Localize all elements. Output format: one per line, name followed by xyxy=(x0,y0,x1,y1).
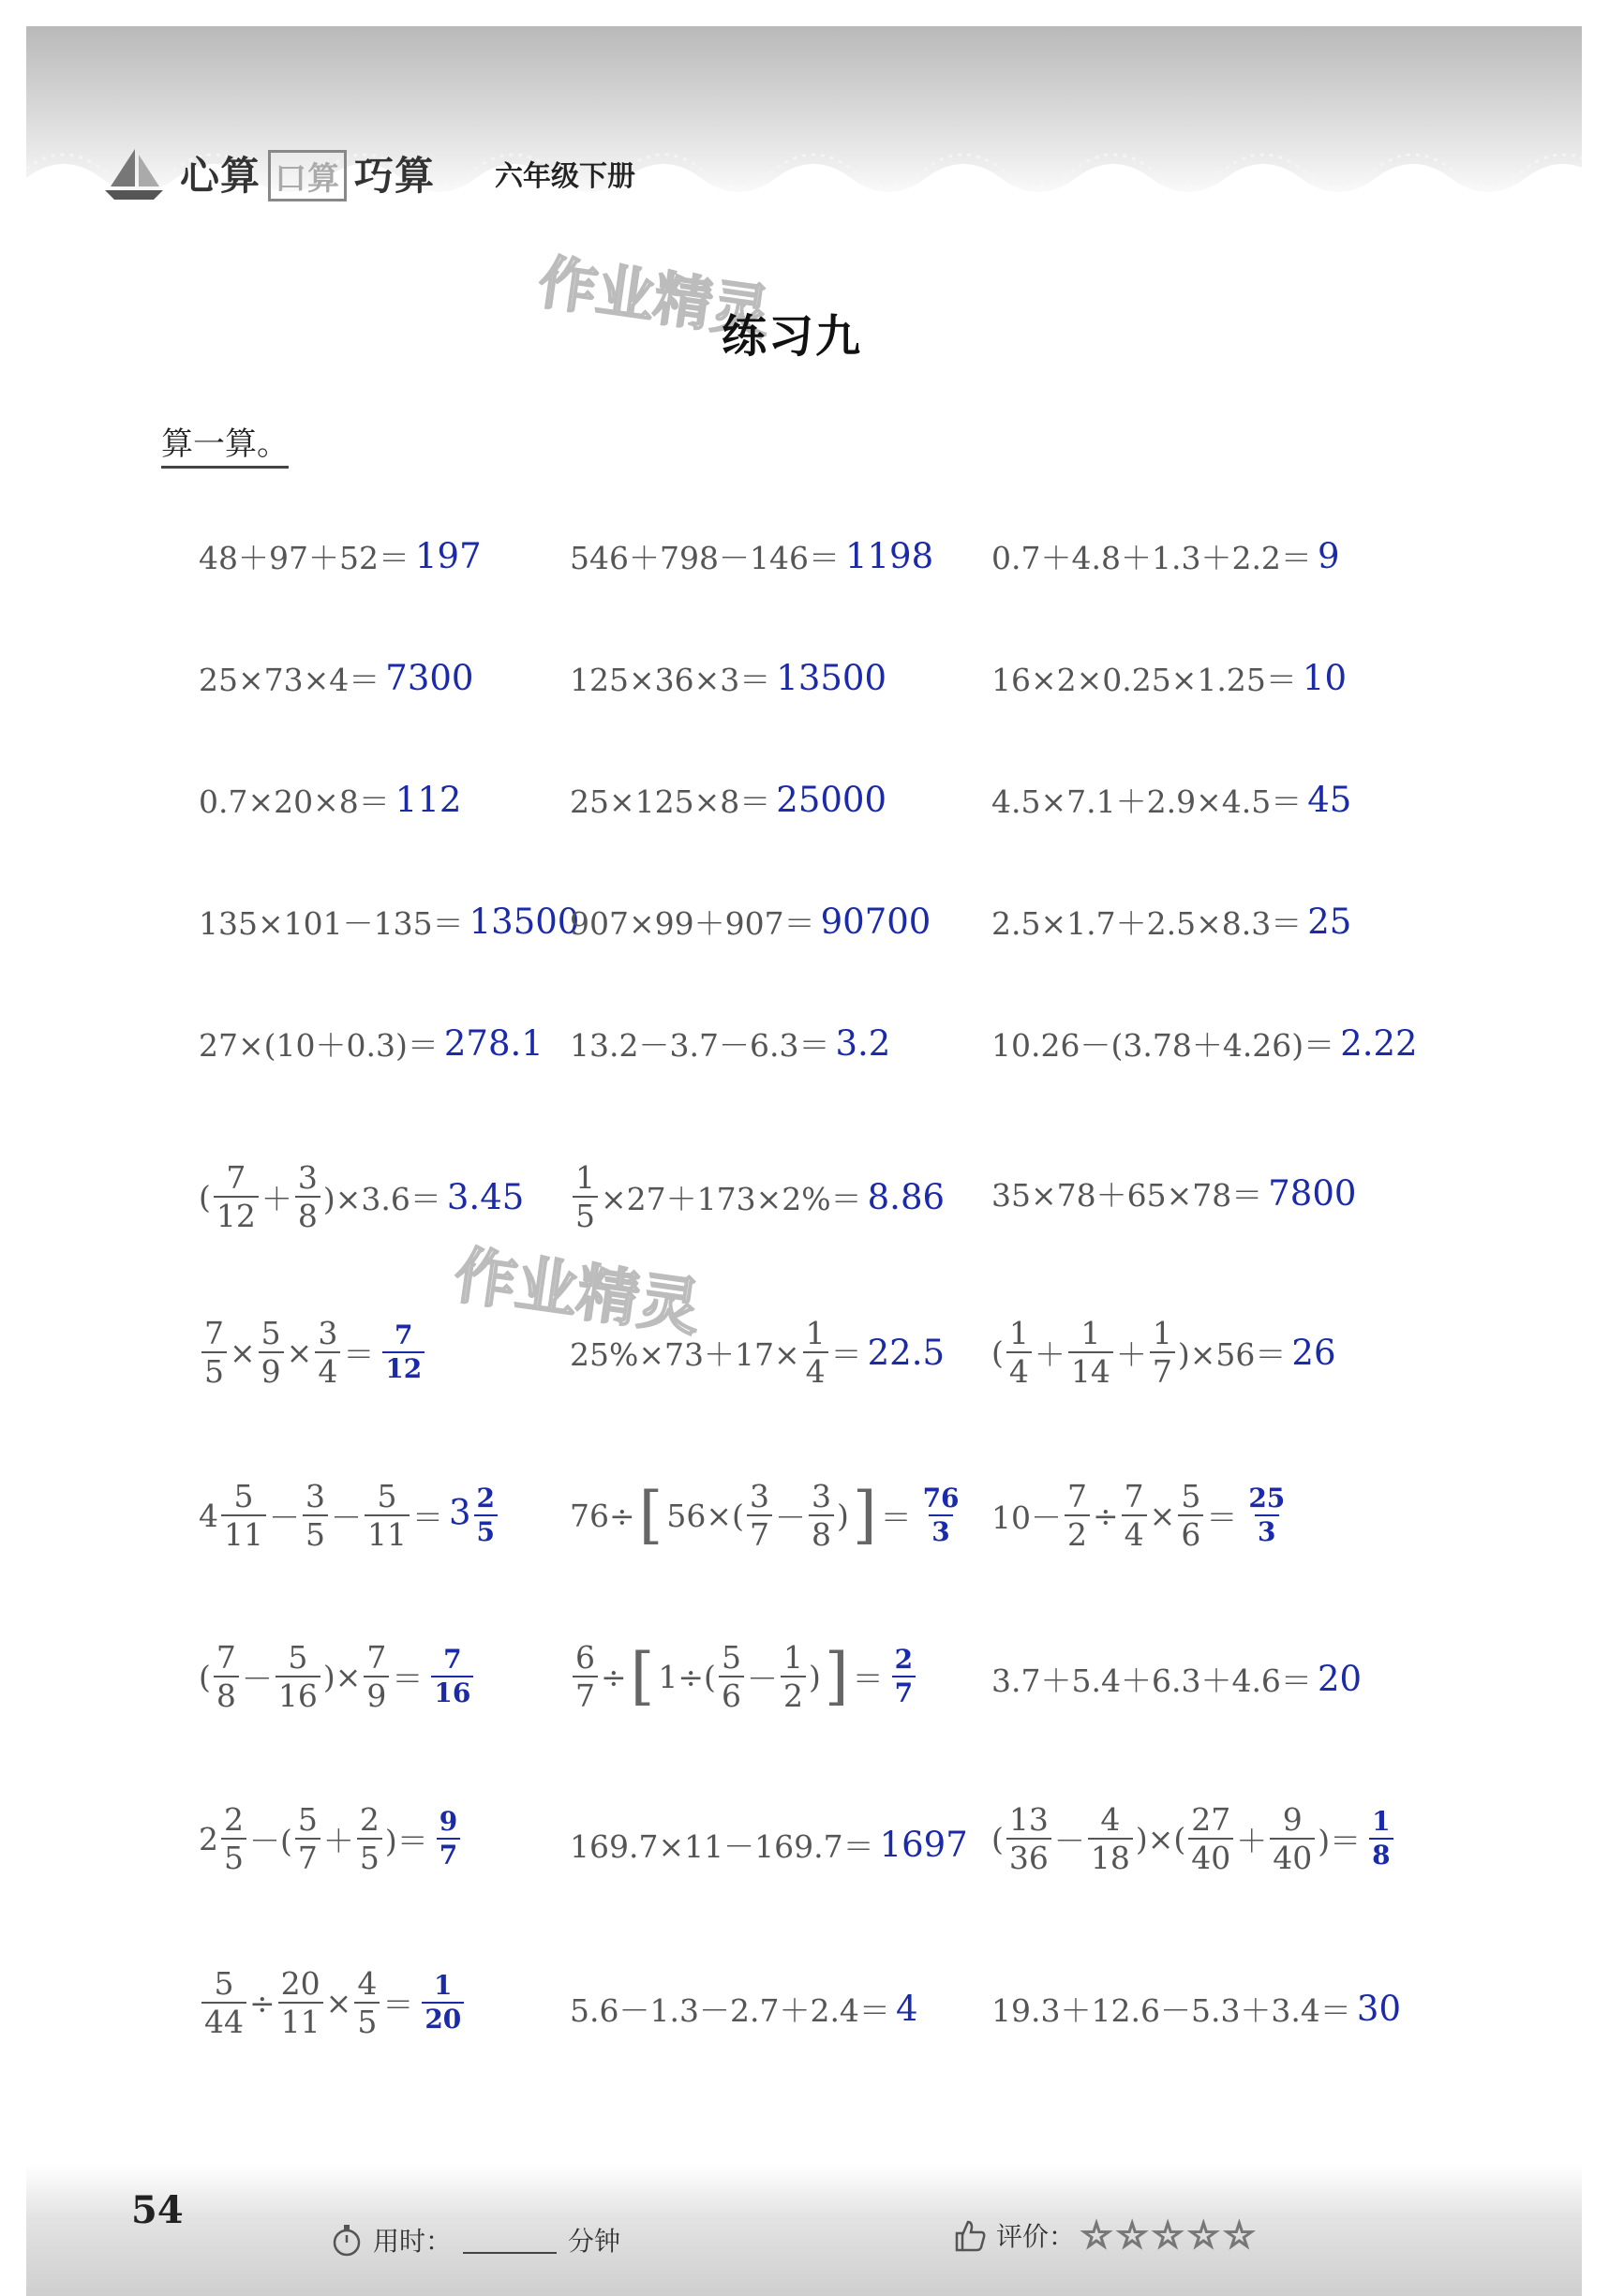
answer: 7800 xyxy=(1268,1173,1357,1214)
fraction: $\frac{3}{8}$ xyxy=(809,1481,834,1550)
fraction: $\frac{3}{7}$ xyxy=(747,1481,772,1550)
problem-r8c2: 76÷ [ 56×( $\frac{3}{7}$ － $\frac{3}{8}$ ) ] ＝ $\frac{76}{3}$ xyxy=(570,1481,965,1550)
fraction: $\frac{27}{40}$ xyxy=(1188,1804,1233,1873)
fraction: $\frac{5}{44}$ xyxy=(201,1968,246,2037)
answer: $\frac{7}{16}$ xyxy=(428,1647,476,1707)
fraction: $\frac{5}{6}$ xyxy=(719,1642,744,1711)
answer: 1697 xyxy=(879,1825,968,1865)
rating-star-icon[interactable]: ☆ xyxy=(1223,2214,1256,2256)
header-brand xyxy=(101,145,635,201)
problem-r9c3: 3.7＋5.4＋6.3＋4.6＝ 20 xyxy=(991,1659,1363,1699)
problem-r10c2: 169.7×11－169.7＝ 1697 xyxy=(570,1825,968,1865)
fraction: $\frac{1}{4}$ xyxy=(1006,1318,1032,1387)
answer: 20 xyxy=(1317,1659,1363,1699)
thumbs-up-icon xyxy=(951,2216,989,2254)
stopwatch-icon xyxy=(328,2221,365,2259)
answer: 9 xyxy=(1317,536,1340,576)
expression: 10.26－(3.78＋4.26)＝ xyxy=(991,1027,1335,1064)
answer: $\frac{76}{3}$ xyxy=(922,1483,960,1547)
answer: 8.86 xyxy=(867,1176,946,1217)
expression: 0.7×20×8＝ xyxy=(199,783,390,820)
page-title: 练习九 xyxy=(722,310,863,363)
expression: 25×125×8＝ xyxy=(570,783,771,820)
fraction: $\frac{7}{9}$ xyxy=(364,1642,389,1711)
problem-r7c2: 25%×73＋17× $\frac{1}{4}$ ＝ 22.5 xyxy=(570,1315,946,1390)
brand-title xyxy=(180,145,435,201)
expression: 125×36×3＝ xyxy=(570,662,771,698)
problem-r4c2 xyxy=(570,900,931,944)
footer-band xyxy=(26,2165,1582,2296)
problem-r5c1 xyxy=(199,1021,544,1066)
answer: 278.1 xyxy=(443,1023,544,1064)
fraction: $\frac{1}{14}$ xyxy=(1068,1318,1113,1387)
problem-r5c2 xyxy=(570,1021,890,1066)
problem-r11c3: 19.3＋12.6－5.3＋3.4＝ 30 xyxy=(991,1989,1402,2029)
problem-r2c1 xyxy=(199,656,473,700)
brand-left: 心算 xyxy=(180,153,261,199)
answer: 45 xyxy=(1307,780,1352,820)
answer: $\frac{9}{7}$ xyxy=(434,1809,463,1869)
grade-label: 六年级下册 xyxy=(495,160,636,193)
fraction: $\frac{5}{6}$ xyxy=(1178,1481,1203,1550)
problem-r6c1: ( $\frac{7}{12}$ ＋ $\frac{3}{8}$ )×3.6＝ 3.45 xyxy=(199,1159,525,1234)
fraction: $\frac{7}{5}$ xyxy=(201,1318,227,1387)
answer: $\frac{25}{3}$ xyxy=(1248,1483,1286,1547)
expression: 135×101－135＝ xyxy=(199,905,464,942)
fraction: $\frac{1}{7}$ xyxy=(1150,1318,1175,1387)
fraction: $\frac{7}{12}$ xyxy=(214,1162,259,1231)
answer: 1198 xyxy=(844,536,934,576)
expression: 0.7＋4.8＋1.3＋2.2＝ xyxy=(991,540,1312,576)
expression: 16×2×0.25×1.25＝ xyxy=(991,662,1297,698)
problem-r1c2 xyxy=(570,534,933,578)
expression: 4.5×7.1＋2.9×4.5＝ xyxy=(991,783,1303,820)
answer: 25000 xyxy=(776,780,886,820)
problem-r3c1 xyxy=(199,778,461,822)
fraction: $\frac{5}{9}$ xyxy=(259,1318,284,1387)
fraction: $\frac{1}{4}$ xyxy=(803,1318,828,1387)
problem-r1c3 xyxy=(991,534,1339,578)
fraction: $\frac{7}{4}$ xyxy=(1122,1481,1147,1550)
fraction: $\frac{7}{8}$ xyxy=(214,1642,239,1711)
answer: $\frac{7}{12}$ xyxy=(380,1322,427,1382)
problem-r11c2: 5.6－1.3－2.7＋2.4＝ 4 xyxy=(570,1989,918,2029)
brand-right: 巧算 xyxy=(354,153,436,199)
answer: 2.22 xyxy=(1340,1023,1418,1064)
eval-label: 评价： xyxy=(996,2221,1076,2252)
answer: 26 xyxy=(1291,1332,1336,1373)
problem-r6c3: 35×78＋65×78＝ 7800 xyxy=(991,1173,1357,1214)
problem-r4c3 xyxy=(991,900,1351,944)
fraction: $\frac{5}{11}$ xyxy=(221,1481,266,1550)
watermark-top: 作业精灵 xyxy=(534,247,775,348)
time-blank[interactable] xyxy=(463,2226,557,2254)
expression: 27×(10＋0.3)＝ xyxy=(199,1027,439,1064)
fraction: $\frac{1}{2}$ xyxy=(781,1642,806,1711)
page-number: 54 xyxy=(131,2188,184,2232)
answer: 7300 xyxy=(385,658,474,698)
answer: 3.2 xyxy=(835,1023,891,1064)
answer: 4 xyxy=(895,1989,918,2029)
expression: 907×99＋907＝ xyxy=(570,905,815,942)
problem-r1c1 xyxy=(199,534,482,578)
problem-r2c3 xyxy=(991,656,1347,700)
answer: 25 xyxy=(1307,902,1352,942)
problem-r10c1: 2 $\frac{2}{5}$ －( $\frac{5}{7}$ ＋ $\frac{2}{5}$ )＝ $\frac{9}{7}$ xyxy=(199,1804,463,1873)
problem-r2c2 xyxy=(570,656,886,700)
watermark-middle: 作业精灵 xyxy=(450,1238,706,1345)
answer: $\frac{1}{20}$ xyxy=(419,1973,467,2033)
fraction: $\frac{2}{5}$ xyxy=(221,1804,246,1873)
fraction: $\frac{5}{11}$ xyxy=(365,1481,410,1550)
fraction: $\frac{4}{5}$ xyxy=(354,1968,380,2037)
problem-r6c2: $\frac{1}{5}$ ×27＋173×2%＝ 8.86 xyxy=(570,1162,945,1231)
time-field xyxy=(328,2221,620,2259)
problem-r8c1: 4 $\frac{5}{11}$ － $\frac{3}{5}$ － $\frac{5}{11}$ ＝ 3 $\frac{2}{5}$ xyxy=(199,1481,500,1550)
expression: 546＋798－146＝ xyxy=(570,540,840,576)
expression: 2.5×1.7＋2.5×8.3＝ xyxy=(991,905,1303,942)
evaluation-field xyxy=(951,2216,1255,2254)
fraction: $\frac{7}{2}$ xyxy=(1065,1481,1090,1550)
answer: 10 xyxy=(1302,658,1347,698)
fraction: $\frac{6}{7}$ xyxy=(573,1642,598,1711)
expression: 48＋97＋52＝ xyxy=(199,540,410,576)
problem-r10c3: ( $\frac{13}{36}$ － $\frac{4}{18}$ )×( $\frac{27}{40}$ ＋ $\frac{9}{40}$ )＝ $\frac{1}{8}$ xyxy=(991,1804,1396,1873)
problem-r5c3 xyxy=(991,1021,1418,1066)
answer: 3.45 xyxy=(446,1176,525,1217)
answer: 22.5 xyxy=(867,1332,946,1373)
problem-r9c1: ( $\frac{7}{8}$ － $\frac{5}{16}$ )× $\frac{7}{9}$ ＝ $\frac{7}{16}$ xyxy=(199,1642,476,1711)
answer: 30 xyxy=(1356,1989,1402,2029)
section-label: 算一算。 xyxy=(161,418,289,469)
fraction: $\frac{3}{8}$ xyxy=(295,1162,320,1231)
problem-r7c3: ( $\frac{1}{4}$ ＋ $\frac{1}{14}$ ＋ $\frac{1}{7}$ )×56＝ 26 xyxy=(991,1315,1336,1390)
answer: $\frac{1}{8}$ xyxy=(1366,1809,1395,1869)
fraction: $\frac{3}{5}$ xyxy=(303,1481,328,1550)
brand-mid: 口算 xyxy=(268,150,347,201)
answer: 197 xyxy=(414,536,482,576)
problem-r4c1 xyxy=(199,900,579,944)
answer: 112 xyxy=(395,780,462,820)
problem-r3c2 xyxy=(570,778,886,822)
fraction: $\frac{13}{36}$ xyxy=(1006,1804,1051,1873)
time-label: 用时： xyxy=(373,2226,453,2257)
rating-star-icon[interactable]: ☆ xyxy=(1187,2214,1220,2256)
answer: $\frac{2}{7}$ xyxy=(889,1647,918,1707)
fraction: $\frac{5}{7}$ xyxy=(295,1804,320,1873)
answer: 13500 xyxy=(469,902,580,942)
time-unit: 分钟 xyxy=(568,2226,621,2257)
fraction: $\frac{3}{4}$ xyxy=(315,1318,340,1387)
rating-star-icon[interactable]: ☆ xyxy=(1116,2214,1149,2256)
problem-r9c2: $\frac{6}{7}$ ÷ [ 1÷( $\frac{5}{6}$ － $\frac{1}{2}$ ) ] ＝ $\frac{2}{7}$ xyxy=(570,1642,918,1711)
fraction: $\frac{5}{16}$ xyxy=(276,1642,320,1711)
rating-star-icon[interactable]: ☆ xyxy=(1152,2214,1184,2256)
rating-star-icon[interactable]: ☆ xyxy=(1080,2214,1113,2256)
sailboat-icon xyxy=(101,145,167,201)
answer: 13500 xyxy=(776,658,886,698)
problem-r7c1: $\frac{7}{5}$ × $\frac{5}{9}$ × $\frac{3}{4}$ ＝ $\frac{7}{12}$ xyxy=(199,1318,427,1387)
fraction: $\frac{2}{5}$ xyxy=(357,1804,382,1873)
rating-stars xyxy=(1080,2214,1256,2256)
answer: 3 $\frac{2}{5}$ xyxy=(449,1485,500,1545)
problem-r11c1: $\frac{5}{44}$ ÷ $\frac{20}{11}$ × $\frac{4}{5}$ ＝ $\frac{1}{20}$ xyxy=(199,1968,467,2037)
expression: 13.2－3.7－6.3＝ xyxy=(570,1027,830,1064)
fraction: $\frac{9}{40}$ xyxy=(1270,1804,1315,1873)
answer: 90700 xyxy=(820,902,931,942)
fraction: $\frac{4}{18}$ xyxy=(1088,1804,1133,1873)
problem-r3c3 xyxy=(991,778,1351,822)
fraction: $\frac{20}{11}$ xyxy=(278,1968,323,2037)
expression: 25×73×4＝ xyxy=(199,662,380,698)
problem-r8c3: 10－ $\frac{7}{2}$ ÷ $\frac{7}{4}$ × $\frac{5}{6}$ ＝ $\frac{25}{3}$ xyxy=(991,1481,1290,1550)
fraction: $\frac{1}{5}$ xyxy=(573,1162,598,1231)
